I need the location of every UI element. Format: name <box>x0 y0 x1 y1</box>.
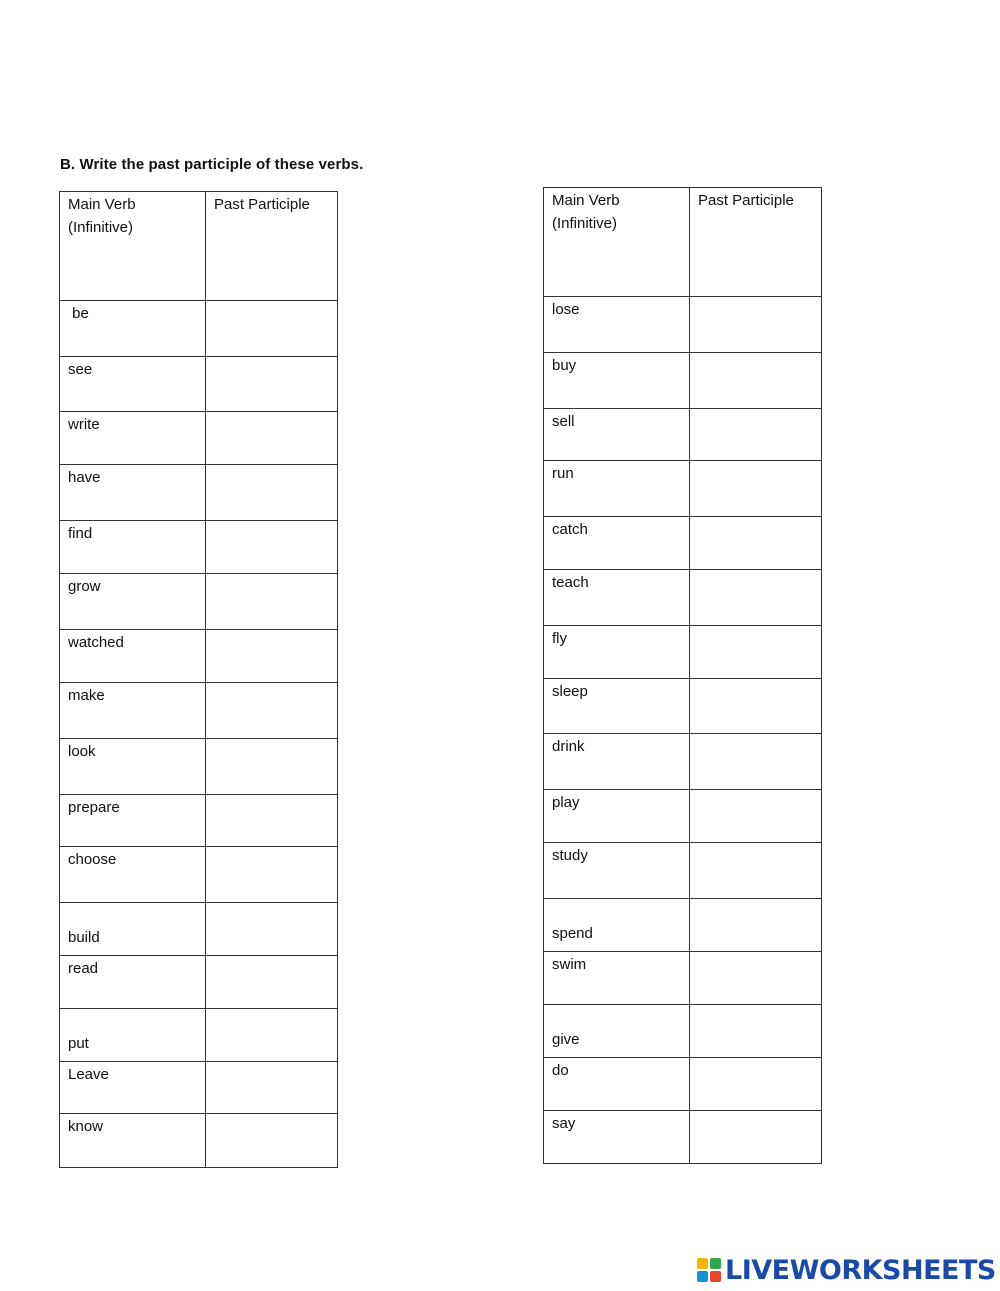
table-row <box>544 790 822 843</box>
liveworksheets-logo-icon <box>697 1258 721 1282</box>
verb-cell: put <box>60 1009 206 1062</box>
verb-cell: choose <box>60 847 206 903</box>
answer-cell[interactable] <box>206 956 338 1009</box>
verb-cell: buy <box>544 353 690 409</box>
answer-cell[interactable] <box>206 521 338 574</box>
answer-cell[interactable] <box>206 357 338 412</box>
logo-text: LIVEWORKSHEETS <box>725 1254 996 1286</box>
answer-cell[interactable] <box>206 1114 338 1168</box>
answer-cell[interactable] <box>690 517 822 570</box>
answer-cell[interactable] <box>690 297 822 353</box>
table-row <box>60 683 338 739</box>
verb-cell: run <box>544 461 690 517</box>
answer-cell[interactable] <box>206 1062 338 1114</box>
verb-cell: see <box>60 357 206 412</box>
verb-cell: have <box>60 465 206 521</box>
table-row <box>544 952 822 1005</box>
verb-cell: look <box>60 739 206 795</box>
table-row <box>60 903 338 956</box>
verb-cell: drink <box>544 734 690 790</box>
answer-cell[interactable] <box>206 903 338 956</box>
verb-cell: catch <box>544 517 690 570</box>
table-header-row <box>544 188 822 297</box>
table-row <box>544 409 822 461</box>
answer-cell[interactable] <box>690 1058 822 1111</box>
answer-cell[interactable] <box>206 795 338 847</box>
answer-cell[interactable] <box>690 899 822 952</box>
header-main-verb: Main Verb (Infinitive) <box>60 192 206 301</box>
verb-cell: teach <box>544 570 690 626</box>
verb-cell: say <box>544 1111 690 1164</box>
answer-cell[interactable] <box>206 301 338 357</box>
table-row <box>60 357 338 412</box>
verb-cell: prepare <box>60 795 206 847</box>
table-row <box>544 461 822 517</box>
answer-cell[interactable] <box>206 630 338 683</box>
answer-cell[interactable] <box>690 409 822 461</box>
verb-cell: give <box>544 1005 690 1058</box>
table-row <box>60 630 338 683</box>
table-row <box>60 301 338 357</box>
verb-cell: lose <box>544 297 690 353</box>
table-row <box>60 847 338 903</box>
table-row <box>544 1111 822 1164</box>
answer-cell[interactable] <box>206 465 338 521</box>
answer-cell[interactable] <box>690 626 822 679</box>
answer-cell[interactable] <box>206 574 338 630</box>
verb-cell: play <box>544 790 690 843</box>
table-row <box>60 465 338 521</box>
table-row <box>60 795 338 847</box>
verb-cell: do <box>544 1058 690 1111</box>
answer-cell[interactable] <box>690 679 822 734</box>
header-past-participle: Past Participle <box>690 188 822 297</box>
verb-cell: make <box>60 683 206 739</box>
verb-cell: know <box>60 1114 206 1168</box>
table-row <box>544 626 822 679</box>
answer-cell[interactable] <box>206 739 338 795</box>
answer-cell[interactable] <box>206 683 338 739</box>
verb-cell: build <box>60 903 206 956</box>
verbs-table-right <box>543 187 822 1164</box>
verbs-table-left <box>59 191 338 1168</box>
answer-cell[interactable] <box>690 952 822 1005</box>
verb-cell: read <box>60 956 206 1009</box>
answer-cell[interactable] <box>690 353 822 409</box>
table-row <box>544 843 822 899</box>
table-row <box>60 1114 338 1168</box>
table-row <box>544 1005 822 1058</box>
table-row <box>60 739 338 795</box>
table-row <box>544 517 822 570</box>
table-row <box>60 574 338 630</box>
answer-cell[interactable] <box>690 843 822 899</box>
table-row <box>60 1009 338 1062</box>
liveworksheets-logo <box>697 1255 996 1285</box>
verb-cell: swim <box>544 952 690 1005</box>
verb-cell: fly <box>544 626 690 679</box>
verb-cell: watched <box>60 630 206 683</box>
answer-cell[interactable] <box>690 1111 822 1164</box>
table-row <box>544 679 822 734</box>
verb-cell: Leave <box>60 1062 206 1114</box>
verb-cell: sleep <box>544 679 690 734</box>
answer-cell[interactable] <box>690 570 822 626</box>
verb-cell: spend <box>544 899 690 952</box>
table-row <box>60 956 338 1009</box>
table-header-row <box>60 192 338 301</box>
verb-cell: write <box>60 412 206 465</box>
table-row <box>544 353 822 409</box>
verb-cell: sell <box>544 409 690 461</box>
verb-cell: grow <box>60 574 206 630</box>
table-row <box>544 570 822 626</box>
table-row <box>544 734 822 790</box>
verb-cell: be <box>60 301 206 357</box>
answer-cell[interactable] <box>690 1005 822 1058</box>
table-row <box>544 1058 822 1111</box>
answer-cell[interactable] <box>206 412 338 465</box>
verb-cell: study <box>544 843 690 899</box>
answer-cell[interactable] <box>206 847 338 903</box>
answer-cell[interactable] <box>206 1009 338 1062</box>
table-row <box>60 521 338 574</box>
table-row <box>544 899 822 952</box>
header-past-participle: Past Participle <box>206 192 338 301</box>
table-row <box>544 297 822 353</box>
table-row <box>60 412 338 465</box>
answer-cell[interactable] <box>690 461 822 517</box>
header-main-verb: Main Verb (Infinitive) <box>544 188 690 297</box>
table-row <box>60 1062 338 1114</box>
instruction-heading: B. Write the past participle of these verbs. <box>60 156 364 173</box>
answer-cell[interactable] <box>690 790 822 843</box>
answer-cell[interactable] <box>690 734 822 790</box>
verb-cell: find <box>60 521 206 574</box>
